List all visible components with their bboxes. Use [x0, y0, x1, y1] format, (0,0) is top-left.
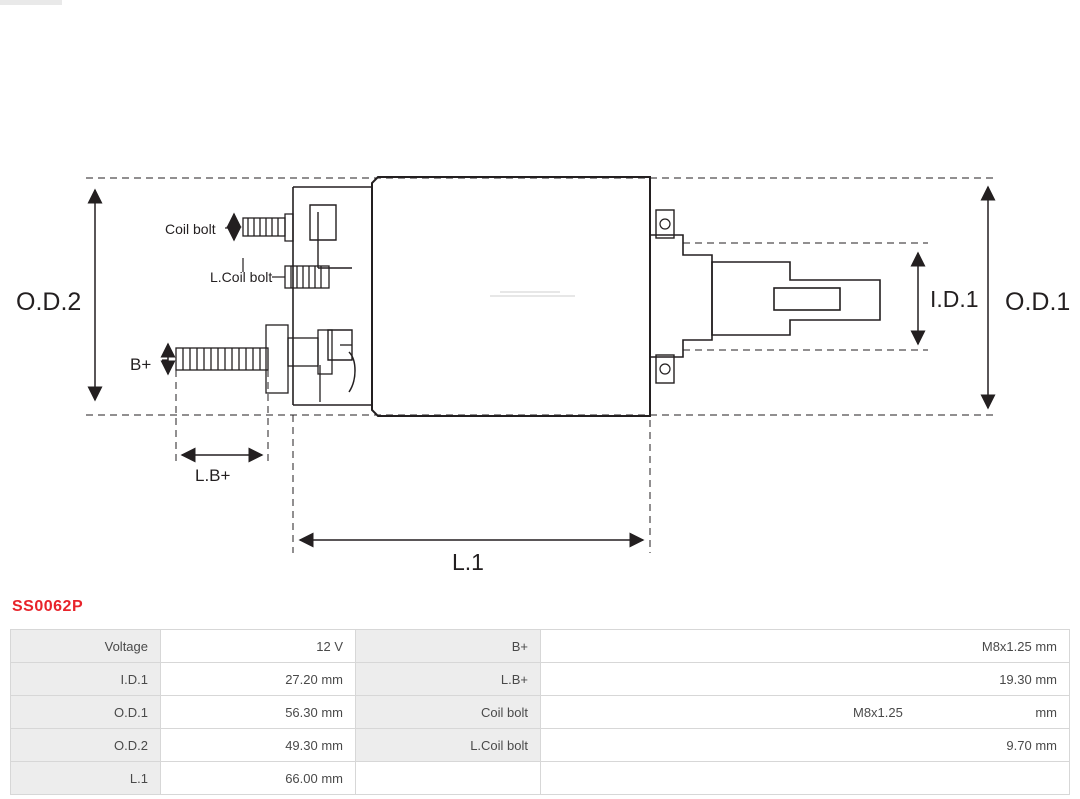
table-row [11, 663, 1070, 696]
spec-value-od2: 49.30 mm [161, 729, 356, 762]
lcoil-bolt-stud [285, 266, 329, 288]
b-plus-stud [176, 325, 332, 393]
spec-label-bplus: B+ [356, 630, 541, 663]
spec-label-lbplus: L.B+ [356, 663, 541, 696]
spec-value-coil-bolt-thread: M8x1.25 [853, 704, 903, 720]
label-lbplus: L.B+ [195, 466, 231, 485]
spec-label-od1: O.D.1 [11, 696, 161, 729]
label-coil-bolt: Coil bolt [165, 221, 216, 237]
spec-empty-label [356, 762, 541, 795]
spec-label-voltage: Voltage [11, 630, 161, 663]
label-od1: O.D.1 [1005, 288, 1071, 316]
spec-value-coil-bolt [541, 696, 1070, 729]
spec-value-id1: 27.20 mm [161, 663, 356, 696]
spec-value-lbplus: 19.30 mm [541, 663, 1070, 696]
spec-value-bplus: M8x1.25 mm [541, 630, 1070, 663]
spec-value-od1: 56.30 mm [161, 696, 356, 729]
dimension-extension-lines [86, 178, 996, 553]
solenoid-body-outline [293, 177, 880, 416]
label-id1: I.D.1 [930, 286, 979, 312]
spec-label-l1: L.1 [11, 762, 161, 795]
spec-empty-value [541, 762, 1070, 795]
label-l1: L.1 [452, 549, 484, 575]
spec-value-l1: 66.00 mm [161, 762, 356, 795]
label-bplus: B+ [130, 355, 152, 374]
spec-label-lcoil-bolt: L.Coil bolt [356, 729, 541, 762]
spec-value-voltage: 12 V [161, 630, 356, 663]
label-od2: O.D.2 [16, 288, 82, 316]
body-center-hatch [490, 292, 575, 296]
spec-label-od2: O.D.2 [11, 729, 161, 762]
spec-label-coil-bolt: Coil bolt [356, 696, 541, 729]
table-row [11, 696, 1070, 729]
dimension-arrows [95, 187, 988, 540]
label-lcoil-bolt: L.Coil bolt [210, 269, 273, 285]
spec-value-coil-bolt-unit: mm [1035, 704, 1057, 720]
part-code: SS0062P [12, 598, 84, 615]
table-row [11, 729, 1070, 762]
spec-label-id1: I.D.1 [11, 663, 161, 696]
spec-value-lcoil-bolt: 9.70 mm [541, 729, 1070, 762]
coil-bolt-stud [243, 214, 293, 241]
table-row [11, 762, 1070, 795]
table-row [11, 630, 1070, 663]
specifications-table [10, 629, 1070, 795]
